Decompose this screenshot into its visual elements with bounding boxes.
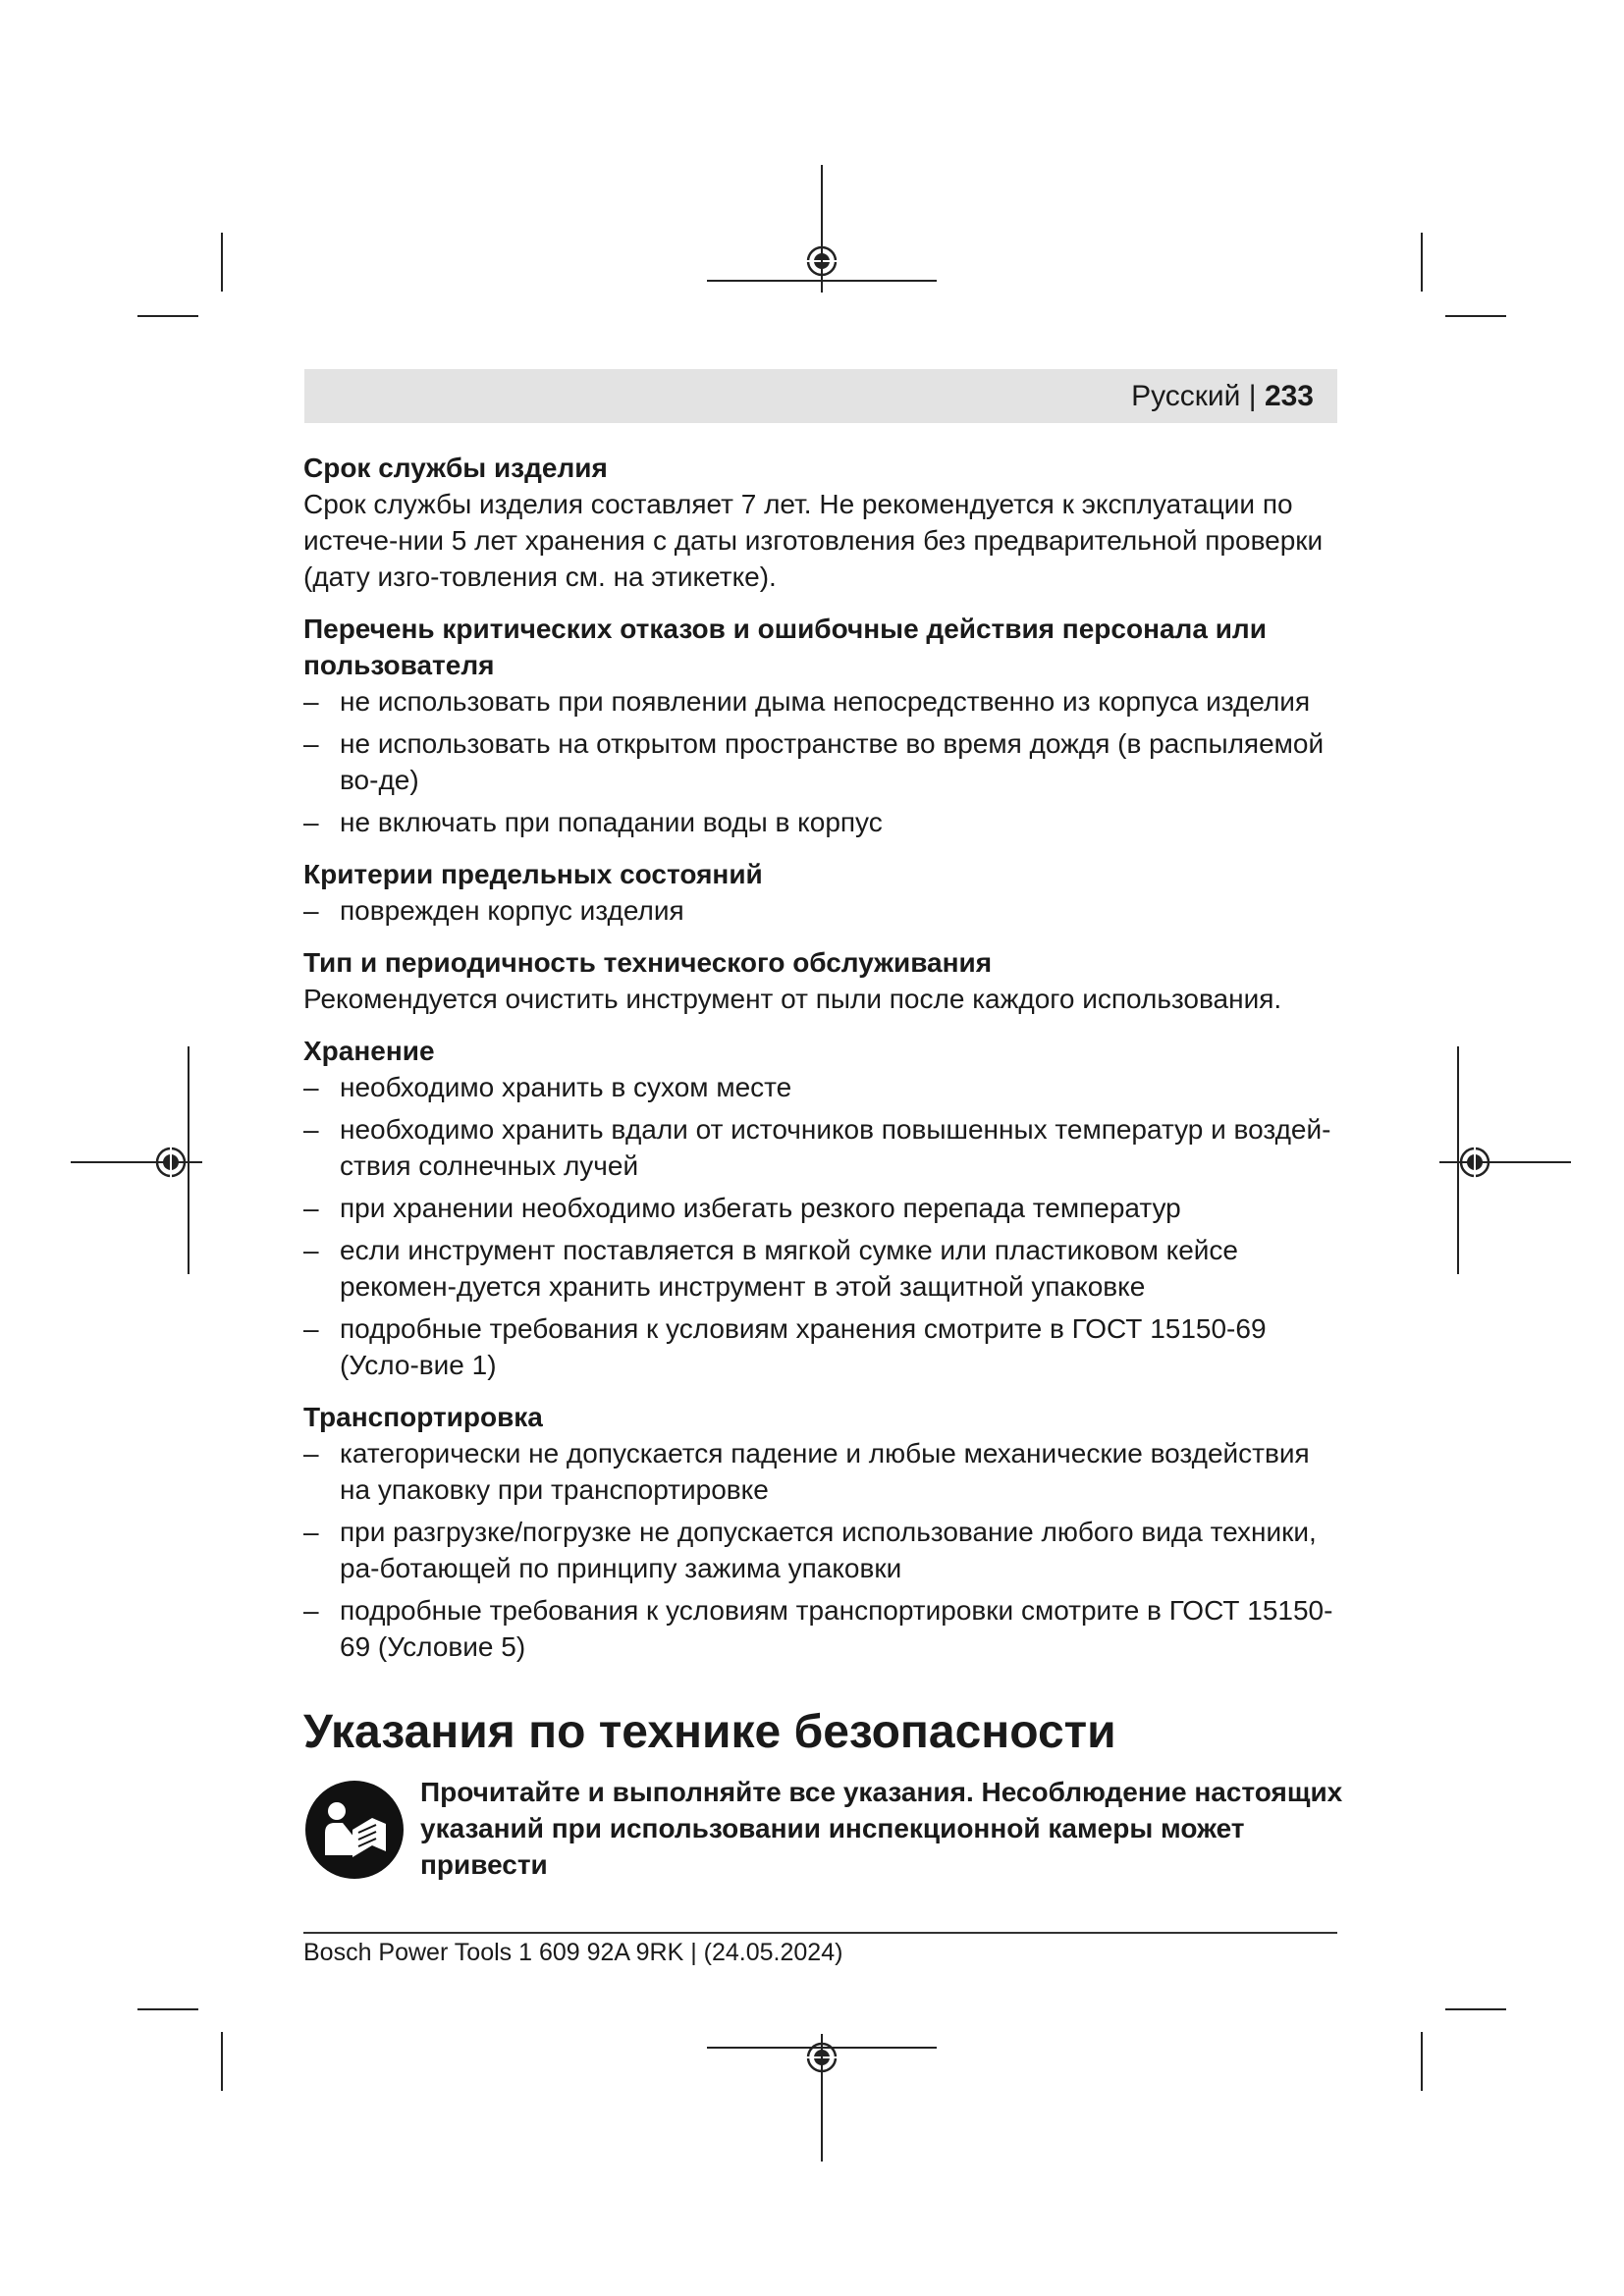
list-item: – необходимо хранить вдали от источников повышенных температур и воздей-ствия солнечных лучей (303, 1111, 1346, 1184)
crop-mark (221, 2032, 223, 2091)
list-item: – категорически не допускается падение и любые механические воздействия на упаковку при транспортировке (303, 1435, 1346, 1508)
registration-mark-icon (1453, 1141, 1496, 1184)
crop-mark (1445, 2008, 1506, 2010)
list-item: – не включать при попадании воды в корпус (303, 804, 1346, 840)
limit-states-list (303, 892, 1346, 929)
section-title-storage: Хранение (303, 1036, 435, 1066)
read-manual-icon (303, 1779, 406, 1881)
registration-mark-icon (149, 1141, 192, 1184)
section-title-maintenance: Тип и периодичность технического обслуживания (303, 947, 993, 978)
section-title-service-life: Срок службы изделия (303, 453, 608, 483)
list-item: – не использовать на открытом пространстве во время дождя (в распыляемой во-де) (303, 725, 1346, 798)
section-title-transport: Транспортировка (303, 1402, 543, 1432)
safety-notice: Прочитайте и выполняйте все указания. Несоблюдение настоящих указаний при использовании инспекционной камеры может привести (420, 1777, 1343, 1880)
safety-heading: Указания по технике безопасности (303, 1706, 1116, 1758)
critical-failures-list (303, 683, 1346, 840)
list-item: – если инструмент поставляется в мягкой сумке или пластиковом кейсе рекомен-дуется хранить инструмент в этой защитной упаковке (303, 1232, 1346, 1305)
list-item: – подробные требования к условиям хранения смотрите в ГОСТ 15150-69 (Усло-вие 1) (303, 1310, 1346, 1383)
header-text (1131, 379, 1314, 414)
list-item: – подробные требования к условиям транспортировки смотрите в ГОСТ 15150-69 (Условие 5) (303, 1592, 1346, 1665)
registration-mark-icon (800, 240, 843, 283)
storage-list (303, 1069, 1346, 1383)
crop-mark (221, 233, 223, 292)
header-separator: | (1248, 380, 1257, 412)
list-item: – при разгрузке/погрузке не допускается использование любого вида техники, ра-ботающей по принципу зажима упаковки (303, 1514, 1346, 1586)
maintenance-text: Рекомендуется очистить инструмент от пыли после каждого использования. (303, 984, 1282, 1014)
section-title-limit-states: Критерии предельных состояний (303, 859, 763, 889)
transport-list (303, 1435, 1346, 1665)
page-number: 233 (1264, 380, 1314, 412)
footer-text: Bosch Power Tools 1 609 92A 9RK | (24.05.2024) (303, 1939, 843, 1966)
list-item: – при хранении необходимо избегать резкого перепада температур (303, 1190, 1346, 1226)
registration-mark-icon (800, 2036, 843, 2079)
page-header (304, 369, 1337, 423)
header-language: Русский (1131, 380, 1241, 412)
list-item: – поврежден корпус изделия (303, 892, 1346, 929)
service-life-text: Срок службы изделия составляет 7 лет. Не рекомендуется к эксплуатации по истече-нии 5 лет хранения с даты изготовления без предварительной проверки (дату изго-товления см. на этикетке). (303, 489, 1324, 592)
section-title-critical-failures: Перечень критических отказов и ошибочные действия персонала или пользователя (303, 614, 1267, 680)
crop-mark (1421, 2032, 1423, 2091)
crop-mark (137, 315, 198, 317)
main-content (303, 450, 1346, 1665)
footer-divider (303, 1932, 1337, 1934)
list-item: – необходимо хранить в сухом месте (303, 1069, 1346, 1105)
crop-mark (1445, 315, 1506, 317)
crop-mark (1421, 233, 1423, 292)
crop-mark (137, 2008, 198, 2010)
list-item: – не использовать при появлении дыма непосредственно из корпуса изделия (303, 683, 1346, 720)
